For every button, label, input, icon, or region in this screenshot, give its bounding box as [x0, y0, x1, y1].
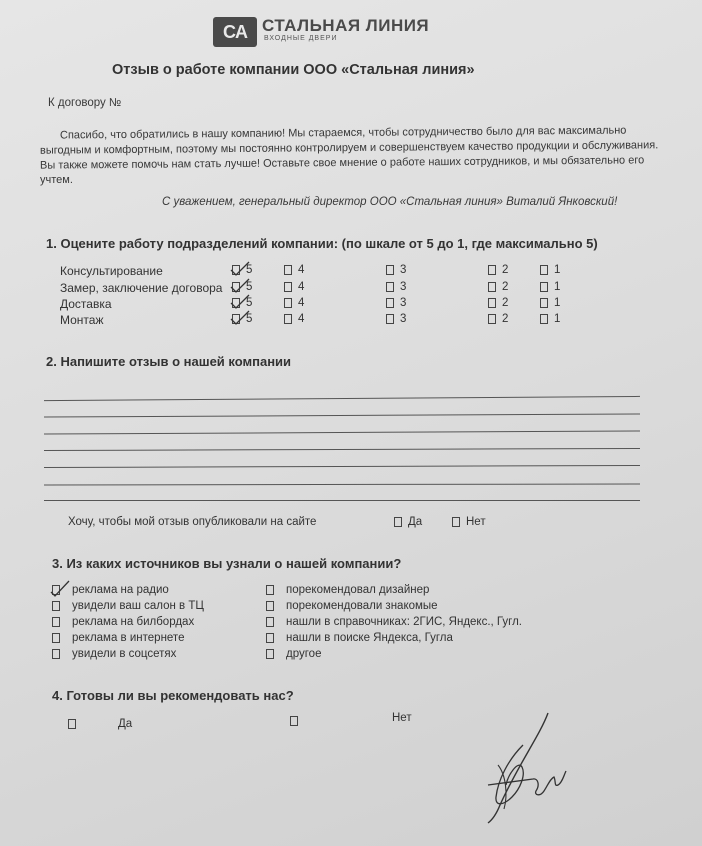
- intro-line-2: выгодным и комфортным, поэтому мы постоянно контролируем и совершенствуем качество продукции и обслуживания.: [39, 139, 659, 157]
- q2-title: 2. Напишите отзыв о нашей компании: [46, 354, 292, 369]
- rating-value-label: 5: [246, 281, 253, 293]
- recommend-yes-label: Да: [118, 718, 133, 730]
- review-line-2[interactable]: [44, 413, 640, 417]
- rating-checkbox[interactable]: [386, 298, 394, 308]
- review-line-1[interactable]: [44, 396, 640, 401]
- q1-rating-option[interactable]: [540, 264, 560, 276]
- recommend-no-checkbox[interactable]: [290, 716, 298, 726]
- source-checkbox[interactable]: [266, 649, 274, 659]
- source-label: увидели в соцсетях: [72, 648, 177, 660]
- rating-value-label: 1: [554, 264, 561, 276]
- q1-rating-option[interactable]: [488, 297, 508, 309]
- recommend-no-checkbox-wrap[interactable]: [290, 715, 304, 727]
- q1-row-label: Консультирование: [60, 264, 163, 278]
- rating-checkbox[interactable]: [540, 265, 548, 275]
- source-label: нашли в поиске Яндекса, Гугла: [286, 632, 453, 644]
- publish-no-label: Нет: [466, 516, 486, 528]
- source-label: реклама на радио: [72, 584, 169, 596]
- review-line-4[interactable]: [44, 448, 640, 451]
- source-checkbox[interactable]: [266, 601, 274, 611]
- source-label: реклама на билбордах: [72, 616, 195, 628]
- q1-rating-option[interactable]: [386, 264, 406, 276]
- source-checkbox[interactable]: [266, 617, 274, 627]
- q4-title: 4. Готовы ли вы рекомендовать нас?: [52, 688, 294, 703]
- source-label: порекомендовал дизайнер: [286, 584, 430, 596]
- rating-value-label: 2: [502, 297, 509, 309]
- source-label: другое: [286, 648, 322, 660]
- source-option[interactable]: [266, 600, 438, 612]
- rating-value-label: 2: [502, 281, 509, 293]
- source-option[interactable]: [52, 600, 204, 612]
- source-option[interactable]: [52, 616, 194, 628]
- rating-checkbox[interactable]: [488, 298, 496, 308]
- director-signoff: С уважением, генеральный директор ООО «Стальная линия» Виталий Янковский!: [162, 196, 618, 208]
- intro-line-1: Спасибо, что обратились в нашу компанию! Мы стараемся, чтобы сотрудничество было для вас максимально: [59, 124, 627, 142]
- rating-value-label: 1: [554, 281, 561, 293]
- q1-rating-option[interactable]: [386, 297, 406, 309]
- source-option[interactable]: [266, 632, 453, 644]
- publish-consent-label: Хочу, чтобы мой отзыв опубликовали на сайте: [68, 516, 317, 528]
- publish-no-checkbox[interactable]: [452, 517, 460, 527]
- check-mark-icon: [49, 580, 71, 598]
- q1-rating-option[interactable]: [488, 281, 508, 293]
- source-option[interactable]: [266, 648, 321, 660]
- rating-checkbox[interactable]: [386, 282, 394, 292]
- q1-rating-option[interactable]: [488, 313, 508, 325]
- rating-value-label: 1: [554, 297, 561, 309]
- source-label: нашли в справочниках: 2ГИС, Яндекс., Гугл.: [286, 616, 522, 628]
- q1-rating-option[interactable]: [540, 281, 560, 293]
- rating-value-label: 3: [400, 281, 407, 293]
- rating-value-label: 5: [246, 313, 253, 325]
- company-logo-tagline: ВХОДНЫЕ ДВЕРИ: [264, 35, 338, 42]
- recommend-yes-checkbox[interactable]: [68, 719, 76, 729]
- publish-yes-option[interactable]: [394, 516, 422, 528]
- rating-value-label: 5: [246, 264, 253, 276]
- source-checkbox[interactable]: [52, 601, 60, 611]
- rating-value-label: 4: [298, 281, 305, 293]
- rating-checkbox[interactable]: [284, 298, 292, 308]
- rating-checkbox[interactable]: [488, 314, 496, 324]
- q1-rating-option[interactable]: [540, 313, 560, 325]
- form-title: Отзыв о работе компании ООО «Стальная линия»: [112, 62, 475, 78]
- rating-value-label: 2: [502, 264, 509, 276]
- source-option[interactable]: [52, 632, 184, 644]
- q1-row-label: Замер, заключение договора: [60, 281, 223, 295]
- source-option[interactable]: [52, 648, 176, 660]
- q1-rating-option[interactable]: [284, 313, 304, 325]
- q1-rating-option[interactable]: [386, 313, 406, 325]
- rating-value-label: 3: [400, 264, 407, 276]
- rating-checkbox[interactable]: [488, 265, 496, 275]
- rating-checkbox[interactable]: [540, 282, 548, 292]
- check-mark-icon: [229, 309, 251, 327]
- review-line-3[interactable]: [44, 430, 640, 434]
- recommend-no-label: Нет: [392, 712, 412, 724]
- rating-value-label: 4: [298, 297, 305, 309]
- rating-checkbox[interactable]: [284, 314, 292, 324]
- q3-title: 3. Из каких источников вы узнали о нашей компании?: [52, 556, 402, 571]
- source-label: увидели ваш салон в ТЦ: [72, 600, 204, 612]
- check-mark-icon: [229, 260, 251, 278]
- q1-rating-option[interactable]: [284, 281, 304, 293]
- publish-no-option[interactable]: [452, 516, 486, 528]
- q1-rating-option[interactable]: [488, 264, 508, 276]
- rating-checkbox[interactable]: [540, 298, 548, 308]
- rating-checkbox[interactable]: [284, 282, 292, 292]
- rating-value-label: 3: [400, 297, 407, 309]
- intro-line-4: учтем.: [40, 174, 73, 186]
- rating-value-label: 3: [400, 313, 407, 325]
- recommend-yes-checkbox-wrap[interactable]: [68, 718, 82, 730]
- rating-checkbox[interactable]: [540, 314, 548, 324]
- review-line-6[interactable]: [44, 483, 640, 485]
- q1-rating-option[interactable]: [540, 297, 560, 309]
- q1-row-label: Монтаж: [60, 313, 104, 327]
- source-label: порекомендовали знакомые: [286, 600, 438, 612]
- q1-rating-option[interactable]: [386, 281, 406, 293]
- source-checkbox[interactable]: [52, 617, 60, 627]
- q1-row-label: Доставка: [60, 297, 112, 311]
- company-logo-name: СТАЛЬНАЯ ЛИНИЯ: [262, 16, 430, 35]
- source-checkbox[interactable]: [52, 633, 60, 643]
- publish-yes-checkbox[interactable]: [394, 517, 402, 527]
- rating-checkbox[interactable]: [284, 265, 292, 275]
- review-line-5[interactable]: [44, 465, 640, 468]
- q1-rating-option[interactable]: [284, 264, 304, 276]
- source-option[interactable]: [266, 616, 522, 628]
- rating-checkbox[interactable]: [386, 265, 394, 275]
- q1-rating-option[interactable]: [284, 297, 304, 309]
- source-checkbox[interactable]: [266, 585, 274, 595]
- rating-value-label: 5: [246, 297, 253, 309]
- publish-yes-label: Да: [408, 516, 423, 528]
- company-logo-mark: CA: [213, 17, 257, 47]
- q1-title: 1. Оцените работу подразделений компании: (по шкале от 5 до 1, где максимально 5): [46, 236, 598, 251]
- intro-line-3: Вы также можете помочь нам стать лучше! Оставьте свое мнение о работе наших сотрудников, и мы обязательно его: [39, 154, 645, 172]
- rating-checkbox[interactable]: [386, 314, 394, 324]
- rating-value-label: 4: [298, 264, 305, 276]
- rating-value-label: 1: [554, 313, 561, 325]
- source-option[interactable]: [266, 584, 429, 596]
- contract-number-label: К договору №: [48, 97, 122, 109]
- source-checkbox[interactable]: [266, 633, 274, 643]
- rating-value-label: 4: [298, 313, 305, 325]
- rating-checkbox[interactable]: [488, 282, 496, 292]
- source-checkbox[interactable]: [52, 649, 60, 659]
- source-label: реклама в интернете: [72, 632, 185, 644]
- handwritten-signature: [478, 705, 568, 825]
- rating-value-label: 2: [502, 313, 509, 325]
- review-line-7[interactable]: [44, 500, 640, 501]
